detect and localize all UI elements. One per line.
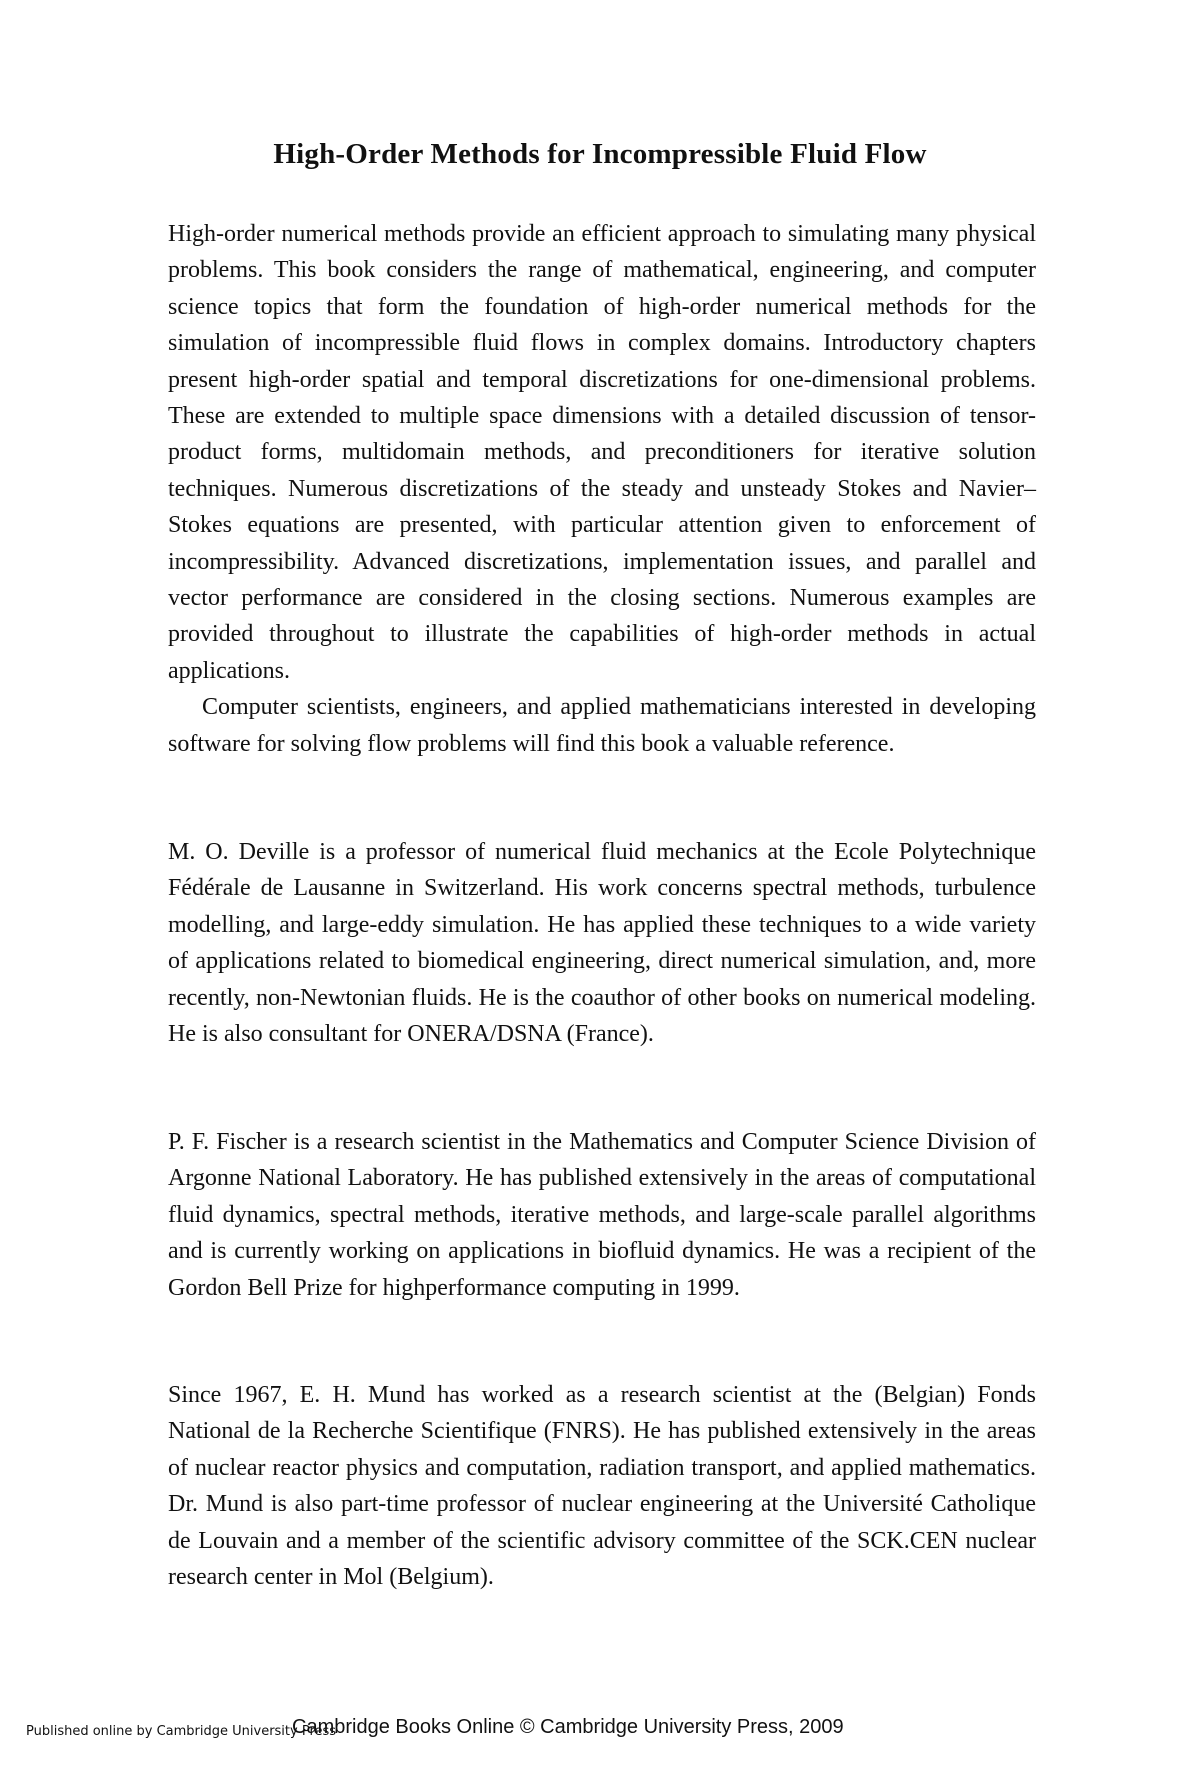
author-bio-fischer: [168, 1124, 1036, 1306]
author-bio-mund: [168, 1377, 1036, 1595]
author-bio-text: M. O. Deville is a professor of numerical fluid mechanics at the Ecole Polytechnique Fédérale de Lausanne in Switzerland. His work concerns spectral methods, turbulence modelling, and large-eddy simulation. He has applied these techniques to a wide variety of applications related to biomedical engineering, direct numerical simulation, and, more recently, non-Newtonian fluids. He is the coauthor of other books on numerical modeling. He is also consultant for ONERA/DSNA (France).: [168, 839, 1036, 1048]
copyright-notice: Cambridge Books Online © Cambridge University Press, 2009: [292, 1716, 844, 1738]
description-paragraph-2: Computer scientists, engineers, and applied mathematicians interested in developing software for solving flow problems will find this book a valuable reference.: [168, 694, 1036, 757]
author-bio-text: P. F. Fischer is a research scientist in the Mathematics and Computer Science Division of Argonne National Laboratory. He has published extensively in the areas of computational fluid dynamics, spectral methods, iterative methods, and large-scale parallel algorithms and is currently working on applications in biofluid dynamics. He was a recipient of the Gordon Bell Prize for highperformance computing in 1999.: [168, 1129, 1036, 1301]
book-title: High-Order Methods for Incompressible Fluid Flow: [273, 138, 927, 170]
author-bio-deville: [168, 834, 1036, 1052]
published-online-notice: Published online by Cambridge University Press: [26, 1724, 337, 1739]
author-bio-text: Since 1967, E. H. Mund has worked as a research scientist at the (Belgian) Fonds National de la Recherche Scientifique (FNRS). He has published extensively in the areas of nuclear reactor physics and computation, radiation transport, and applied mathematics. Dr. Mund is also part-time professor of nuclear engineering at the Université Catholique de Louvain and a member of the scientific advisory committee of the SCK.CEN nuclear research center in Mol (Belgium).: [168, 1382, 1036, 1591]
description-paragraph-1: High-order numerical methods provide an efficient approach to simulating many physical problems. This book considers the range of mathematical, engineering, and computer science topics that form the foundation of high-order numerical methods for the simulation of incompressible fluid flows in complex domains. Introductory chapters present high-order spatial and temporal discretizations for one-dimensional problems. These are extended to multiple space dimensions with a detailed discussion of tensor-product forms, multidomain methods, and preconditioners for iterative solution techniques. Numerous discretizations of the steady and unsteady Stokes and Navier–Stokes equations are presented, with particular attention given to enforcement of incompressibility. Advanced discretizations, implementation issues, and parallel and vector performance are considered in the closing sections. Numerous examples are provided throughout to illustrate the capabilities of high-order methods in actual applications.: [168, 221, 1036, 684]
book-description: [168, 216, 1036, 762]
